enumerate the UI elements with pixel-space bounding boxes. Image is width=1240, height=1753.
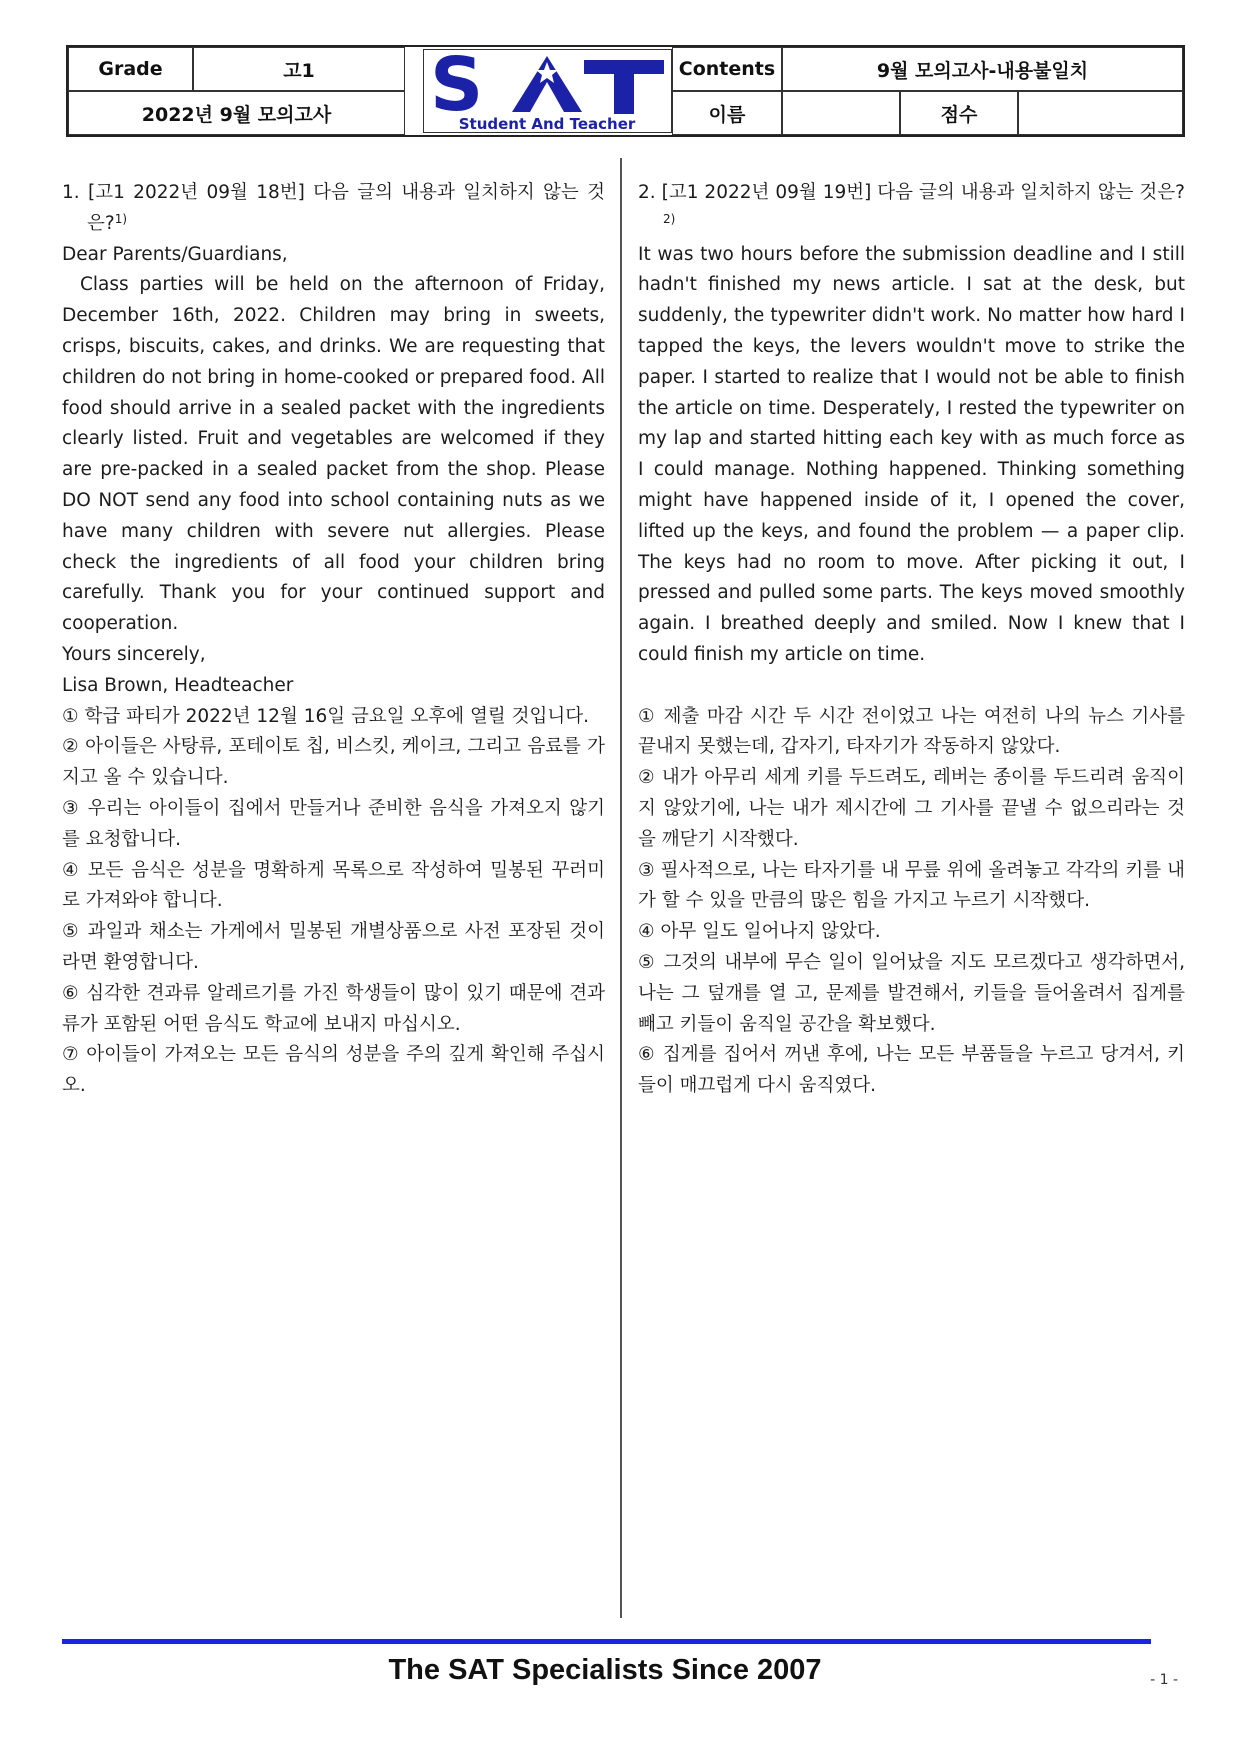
footer-rule xyxy=(62,1639,1151,1644)
score-field[interactable] xyxy=(1018,91,1183,135)
passage-body: Class parties will be held on the afternoon of Friday, December 16th, 2022. Children may bring in sweets, crisps, biscuits, cakes, and drinks. We are requesting that children do not bring in home-cooked or prepared food. All food should arrive in a sealed packet with the ingredients clearly listed. Fruit and vegetables are welcomed if they are pre-packed in a sealed packet from the shop. Please DO NOT send any food into school containing nuts as we have many children with severe nut allergies. Please check the ingredients of all food your children bring carefully. Thank you for your continued support and cooperation. xyxy=(62,274,605,635)
option-item: ② 아이들은 사탕류, 포테이토 칩, 비스킷, 케이크, 그리고 음료를 가지고 올 수 있습니다. xyxy=(62,736,605,789)
option-item: ③ 우리는 아이들이 집에서 만들거나 준비한 음식을 가져오지 않기를 요청합니다. xyxy=(62,797,605,850)
question-2 xyxy=(638,178,1185,1102)
logo-tagline: Student And Teacher xyxy=(458,115,636,132)
logo-letter-t-stem xyxy=(614,60,634,114)
footnote-ref: 1) xyxy=(114,211,128,226)
option-item: ① 학급 파티가 2022년 12월 16일 금요일 오후에 열릴 것입니다. xyxy=(62,705,589,727)
option-item: ⑥ 심각한 견과류 알레르기를 가진 학생들이 많이 있기 때문에 견과류가 포함된 어떤 음식도 학교에 보내지 마십시오. xyxy=(62,982,605,1035)
footer-slogan xyxy=(0,1654,1240,1687)
question-1 xyxy=(62,178,605,1102)
option-item: ② 내가 아무리 세게 키를 두드려도, 레버는 종이를 두드리려 움직이지 않았기에, 나는 내가 제시간에 그 기사를 끝낼 수 없으리라는 것을 깨닫기 시작했다. xyxy=(638,767,1185,850)
footnote-ref: 2) xyxy=(663,211,676,226)
column-divider xyxy=(620,158,622,1618)
contents-value: 9월 모의고사-내용불일치 xyxy=(782,47,1183,91)
footer-slogan-text: The SAT Specialists Since 2007 xyxy=(388,1654,822,1686)
sat-logo-graphic xyxy=(424,50,671,132)
option-item: ③ 필사적으로, 나는 타자기를 내 무릎 위에 올려놓고 각각의 키를 내가 할 수 있을 만큼의 많은 힘을 가지고 누르기 시작했다. xyxy=(638,859,1185,912)
option-item: ⑤ 과일과 채소는 가게에서 밀봉된 개별상품으로 사전 포장된 것이라면 환영합니다. xyxy=(62,921,605,973)
question-title-text: 2. [고1 2022년 09월 19번] 다음 글의 내용과 일치하지 않는 것은? xyxy=(638,182,1185,203)
grade-label: Grade xyxy=(68,47,193,91)
option-item: ① 제출 마감 시간 두 시간 전이었고 나는 여전히 나의 뉴스 기사를 끝내지 못했는데, 갑자기, 타자기가 작동하지 않았다. xyxy=(638,705,1185,758)
passage-body: It was two hours before the submission deadline and I still hadn't finished my news article. I sat at the desk, but suddenly, the typewriter didn't work. No matter how hard I tapped the keys, the levers wouldn't move to strike the paper. I started to realize that I would not be able to finish the article on time. Desperately, I rested the typewriter on my lap and started hitting each key with as much force as I could manage. Nothing happened. Thinking something might have happened inside of it, I opened the cover, lifted up the keys, and found the problem — a paper clip. The keys had no room to move. After picking it out, I pressed and pulled some parts. The keys moved smoothly again. I breathed deeply and smiled. Now I knew that I could finish my article on time. xyxy=(638,243,1185,665)
exam-name: 2022년 9월 모의고사 xyxy=(68,91,405,135)
name-field[interactable] xyxy=(782,91,900,135)
passage-salutation: Dear Parents/Guardians, xyxy=(62,243,288,265)
question-title-text: 1. [고1 2022년 09월 18번] 다음 글의 내용과 일치하지 않는 것은? xyxy=(62,182,605,234)
logo-letter-s: S xyxy=(430,50,484,128)
option-item: ⑤ 그것의 내부에 무슨 일이 일어났을 지도 모르겠다고 생각하면서, 나는 그 덮개를 열 고, 문제를 발견해서, 키들을 들어올려서 집게를 빼고 키들이 움직일 공간을 확보했다. xyxy=(638,951,1185,1035)
option-item: ⑥ 집게를 집어서 꺼낸 후에, 나는 모든 부품들을 누르고 당겨서, 키들이 매끄럽게 다시 움직였다. xyxy=(638,1044,1185,1097)
grade-value: 고1 xyxy=(193,47,405,91)
question-title xyxy=(62,178,605,240)
option-item: ⑦ 아이들이 가져오는 모든 음식의 성분을 주의 깊게 확인해 주십시오. xyxy=(62,1044,605,1097)
score-label: 점수 xyxy=(900,91,1018,135)
page-number: - 1 - xyxy=(1150,1672,1178,1688)
option-item: ④ 모든 음식은 성분을 명확하게 목록으로 작성하여 밀봉된 꾸러미로 가져와야 합니다. xyxy=(62,859,605,912)
sat-logo xyxy=(423,49,672,133)
passage-signature: Lisa Brown, Headteacher xyxy=(62,674,294,696)
question-title xyxy=(638,178,1185,240)
spacer xyxy=(638,671,1185,702)
contents-label: Contents xyxy=(672,47,782,91)
passage-closing: Yours sincerely, xyxy=(62,643,206,665)
name-label: 이름 xyxy=(672,91,782,135)
option-item: ④ 아무 일도 일어나지 않았다. xyxy=(638,921,881,943)
header-table xyxy=(66,45,1185,137)
